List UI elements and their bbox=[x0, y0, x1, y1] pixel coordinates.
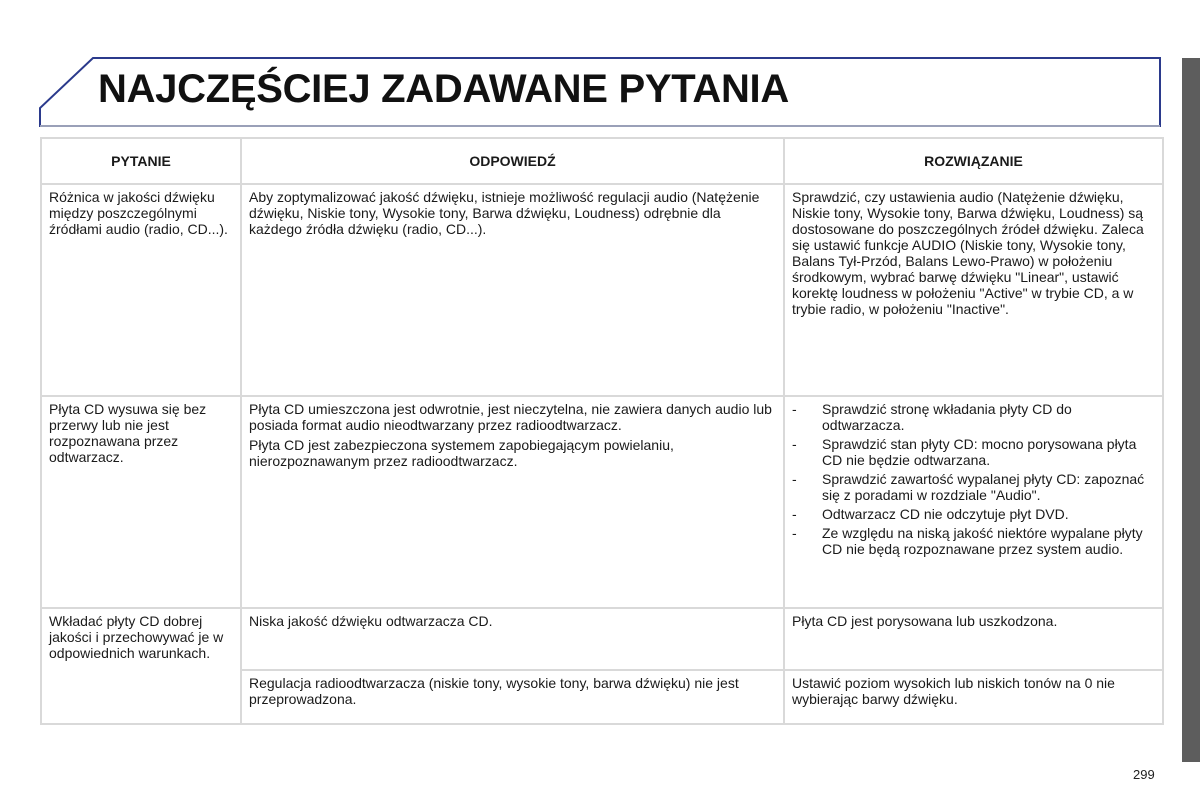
table-row bbox=[41, 608, 1163, 670]
dash-marker: - bbox=[792, 525, 797, 541]
solution-cell: Płyta CD jest porysowana lub uszkodzona. bbox=[784, 608, 1163, 670]
table-header-row bbox=[41, 138, 1163, 184]
dash-marker: - bbox=[792, 436, 797, 452]
question-cell: Wkładać płyty CD dobrej jakości i przechowywać je w odpowiednich warunkach. bbox=[41, 608, 241, 724]
solution-cell bbox=[784, 396, 1163, 608]
answer-cell bbox=[241, 396, 784, 608]
list-item-text: Sprawdzić zawartość wypalanej płyty CD: zapoznać się z poradami w rozdziale "Audio". bbox=[822, 471, 1145, 503]
answer-paragraph: Płyta CD jest zabezpieczona systemem zapobiegającym powielaniu, nierozpoznawanym przez radioodtwarzacz. bbox=[249, 437, 674, 469]
title-banner bbox=[0, 0, 1200, 140]
side-tab-bar bbox=[1182, 58, 1200, 762]
answer-cell: Aby zoptymalizować jakość dźwięku, istnieje możliwość regulacji audio (Natężenie dźwięku, Niskie tony, Wysokie tony, Barwa dźwięku, Loudness) odrębnie dla każdego źródła dźwięku (radio, CD...). bbox=[241, 184, 784, 396]
column-header-answer: ODPOWIEDŹ bbox=[241, 138, 784, 184]
dash-marker: - bbox=[792, 471, 797, 487]
page-number: 299 bbox=[1133, 767, 1155, 782]
list-item bbox=[792, 471, 1155, 503]
answer-paragraph: Płyta CD umieszczona jest odwrotnie, jest nieczytelna, nie zawiera danych audio lub posiada format audio nieodtwarzany przez radioodtwarzacz. bbox=[249, 401, 772, 433]
faq-table bbox=[40, 137, 1164, 725]
dash-marker: - bbox=[792, 506, 797, 522]
answer-cell: Niska jakość dźwięku odtwarzacza CD. bbox=[241, 608, 784, 670]
column-header-solution: ROZWIĄZANIE bbox=[784, 138, 1163, 184]
list-item bbox=[792, 436, 1155, 468]
question-cell: Różnica w jakości dźwięku między poszczególnymi źródłami audio (radio, CD...). bbox=[41, 184, 241, 396]
list-item-text: Ze względu na niską jakość niektóre wypalane płyty CD nie będą rozpoznawane przez system audio. bbox=[822, 525, 1143, 557]
list-item bbox=[792, 401, 1155, 433]
page-title: NAJCZĘŚCIEJ ZADAWANE PYTANIA bbox=[98, 67, 789, 111]
list-item bbox=[792, 525, 1155, 557]
list-item-text: Odtwarzacz CD nie odczytuje płyt DVD. bbox=[822, 506, 1069, 522]
solution-cell: Sprawdzić, czy ustawienia audio (Natężenie dźwięku, Niskie tony, Wysokie tony, Barwa dźwięku, Loudness) są dostosowane do poszczególnych źródeł dźwięku. Zaleca się ustawić funkcje AUDIO (Niskie tony, Wysokie tony, Balans Tył-Przód, Balans Lewo-Prawo) w położeniu środkowym, wybrać barwę dźwięku "Linear", ustawić korektę loudness w położeniu "Active" w trybie CD, a w trybie radio, w położeniu "Inactive". bbox=[784, 184, 1163, 396]
solution-cell: Ustawić poziom wysokich lub niskich tonów na 0 nie wybierając barwy dźwięku. bbox=[784, 670, 1163, 724]
column-header-question: PYTANIE bbox=[41, 138, 241, 184]
answer-cell: Regulacja radioodtwarzacza (niskie tony, wysokie tony, barwa dźwięku) nie jest przeprowadzona. bbox=[241, 670, 784, 724]
solution-list bbox=[792, 401, 1155, 557]
dash-marker: - bbox=[792, 401, 797, 417]
question-cell: Płyta CD wysuwa się bez przerwy lub nie jest rozpoznawana przez odtwarzacz. bbox=[41, 396, 241, 608]
table-row bbox=[41, 184, 1163, 396]
list-item-text: Sprawdzić stan płyty CD: mocno porysowana płyta CD nie będzie odtwarzana. bbox=[822, 436, 1137, 468]
list-item-text: Sprawdzić stronę wkładania płyty CD do odtwarzacza. bbox=[822, 401, 1072, 433]
table-row bbox=[41, 396, 1163, 608]
list-item bbox=[792, 506, 1155, 522]
